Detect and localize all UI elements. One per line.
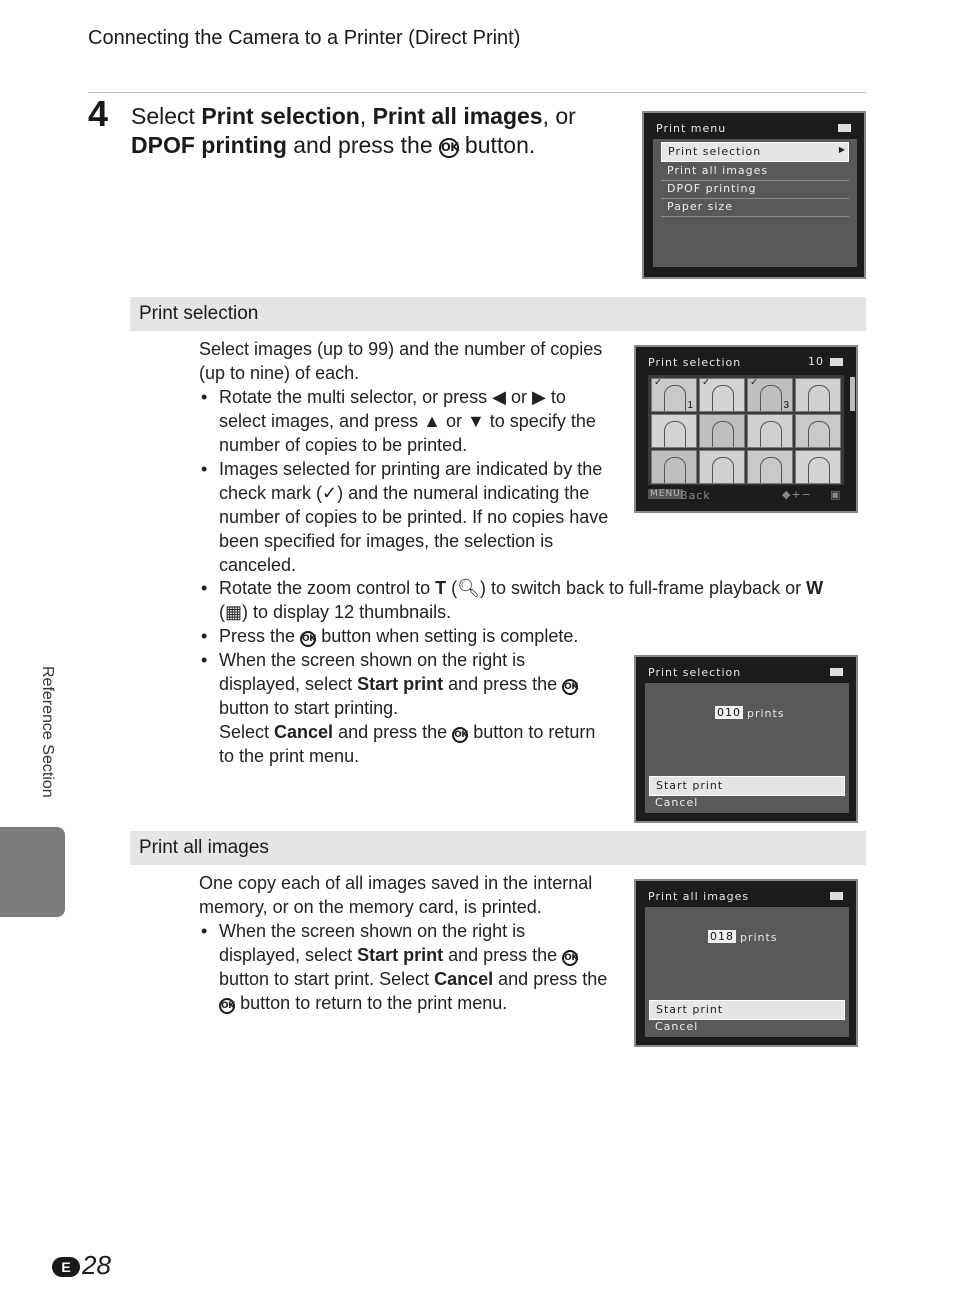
ok-button-icon: OK [452,727,468,743]
print-selection-confirm-screen [634,655,858,823]
thumbnail-image[interactable] [795,378,841,412]
section-title: Print all images [139,837,269,858]
arrow-right-icon: ▶ [838,145,846,154]
thumbnail-image[interactable] [747,450,793,484]
menu-item-print-all-images[interactable]: Print all images [661,162,849,181]
confirm-screen-title: Print selection [648,666,742,679]
battery-icon [830,892,843,900]
print-all-images-screen [634,879,858,1047]
person-figure-icon [760,457,782,484]
check-mark-icon: ✓ [750,378,759,388]
copy-count-label: 3 [783,400,789,411]
person-figure-icon [808,385,830,412]
person-figure-icon [712,385,734,412]
arrow-down-icon: ▼ [466,411,485,431]
print-menu-screen [642,111,866,279]
person-figure-icon [760,421,782,448]
list-item: • When the screen shown on the right is displayed, select Start print and press the OK button to start printing. Select Cancel and press the OK button to return to the print menu. [199,648,609,768]
zoom-in-icon: 🔍︎ [457,578,480,598]
thumbnail-image[interactable] [651,414,697,448]
list-item: • Press the OK button when setting is complete. [199,624,859,648]
thumbnail-image[interactable] [651,450,697,484]
person-figure-icon [664,421,686,448]
copy-count-label: 1 [687,400,693,411]
start-print-option[interactable]: Start print [649,1000,845,1020]
print-count: 018 [710,930,734,943]
arrow-right-icon: ▶ [531,387,546,407]
ok-button-icon: OK [300,631,316,647]
ok-button-icon: OK [562,679,578,695]
step-number: 4 [88,93,109,134]
thumbnail-image[interactable] [795,450,841,484]
back-label: Back [680,489,711,502]
person-figure-icon [712,457,734,484]
prints-unit: prints [747,707,785,720]
side-section-label: Reference Section [39,666,56,798]
arrow-left-icon: ◀ [492,387,506,407]
thumbnail-image[interactable] [699,450,745,484]
section-title: Print selection [139,303,259,324]
list-item: • Rotate the multi selector, or press ◀ or ▶ to select images, and press ▲ or ▼ to specify the number of copies to be printed. [199,385,609,457]
thumbnail-grid [648,375,844,485]
person-figure-icon [808,421,830,448]
print-selection-text-wide [199,576,859,648]
list-item: • Rotate the zoom control to T (🔍︎) to switch back to full-frame playback or W (▦) to display 12 thumbnails. [199,576,859,624]
print-selection-text [199,337,609,577]
step-instruction: Select Print selection, Print all images, or DPOF printing and press the OK button. [131,103,576,158]
check-mark-icon: ✓ [702,378,711,388]
thumbnail-grid-icon: ▦ [225,602,243,622]
list-item: • Images selected for printing are indicated by the check mark (✓) and the numeral indicating the number of copies to be printed. If no copies have been specified for images, the selection is canceled. [199,457,609,577]
person-figure-icon [664,385,686,412]
print-selection-text-lower [199,648,609,768]
intro-paragraph: Select images (up to 99) and the number of copies (up to nine) of each. [199,339,603,383]
checkmark-icon: ✓ [322,483,338,503]
selected-count: 10 [808,355,824,368]
grid-screen-title: Print selection [648,356,742,369]
section-print-all-images [130,831,866,865]
arrow-up-icon: ▲ [423,411,441,431]
person-figure-icon [808,457,830,484]
person-figure-icon [712,421,734,448]
thumbnail-image[interactable] [651,378,697,412]
scrollbar[interactable] [850,377,855,411]
ok-button-icon: OK [219,998,235,1014]
thumbnail-image[interactable] [747,378,793,412]
thumbnail-image[interactable] [795,414,841,448]
print-all-text [199,871,609,1015]
page-number: E 28 [52,1250,111,1281]
print-all-screen-title: Print all images [648,890,750,903]
thumbnail-image[interactable] [699,414,745,448]
page-header-title: Connecting the Camera to a Printer (Direct Print) [88,27,521,49]
menu-item-print-selection[interactable]: Print selection ▶ [661,142,849,162]
section-print-selection [130,297,866,331]
list-item: • When the screen shown on the right is displayed, select Start print and press the OK button to start print. Select Cancel and press the OK button to return to the print menu. [199,919,609,1015]
menu-item-paper-size[interactable]: Paper size [661,198,849,217]
prints-unit: prints [740,931,778,944]
person-figure-icon [664,457,686,484]
print-count: 010 [717,706,741,719]
person-figure-icon [760,385,782,412]
battery-icon [830,668,843,676]
ok-button-icon: OK [439,138,459,158]
reference-e-icon: E [52,1257,80,1277]
cancel-option[interactable]: Cancel [655,796,699,809]
menu-button-label[interactable]: MENU [650,489,681,499]
menu-item-dpof-printing[interactable]: DPOF printing [661,180,849,199]
zoom-icon: ▣ [830,488,842,501]
print-selection-grid-screen [634,345,858,513]
battery-icon [838,124,851,132]
check-mark-icon: ✓ [654,378,663,388]
battery-icon [830,358,843,366]
print-menu-title: Print menu [656,122,727,135]
cancel-option[interactable]: Cancel [655,1020,699,1033]
intro-paragraph: One copy each of all images saved in the internal memory, or on the memory card, is printed. [199,873,593,917]
thumbnail-image[interactable] [699,378,745,412]
copy-count-controls-icon: ◆+− [782,488,812,501]
start-print-option[interactable]: Start print [649,776,845,796]
thumbnail-image[interactable] [747,414,793,448]
side-section-tab [0,827,65,917]
ok-button-icon: OK [562,950,578,966]
header-divider [88,92,866,93]
